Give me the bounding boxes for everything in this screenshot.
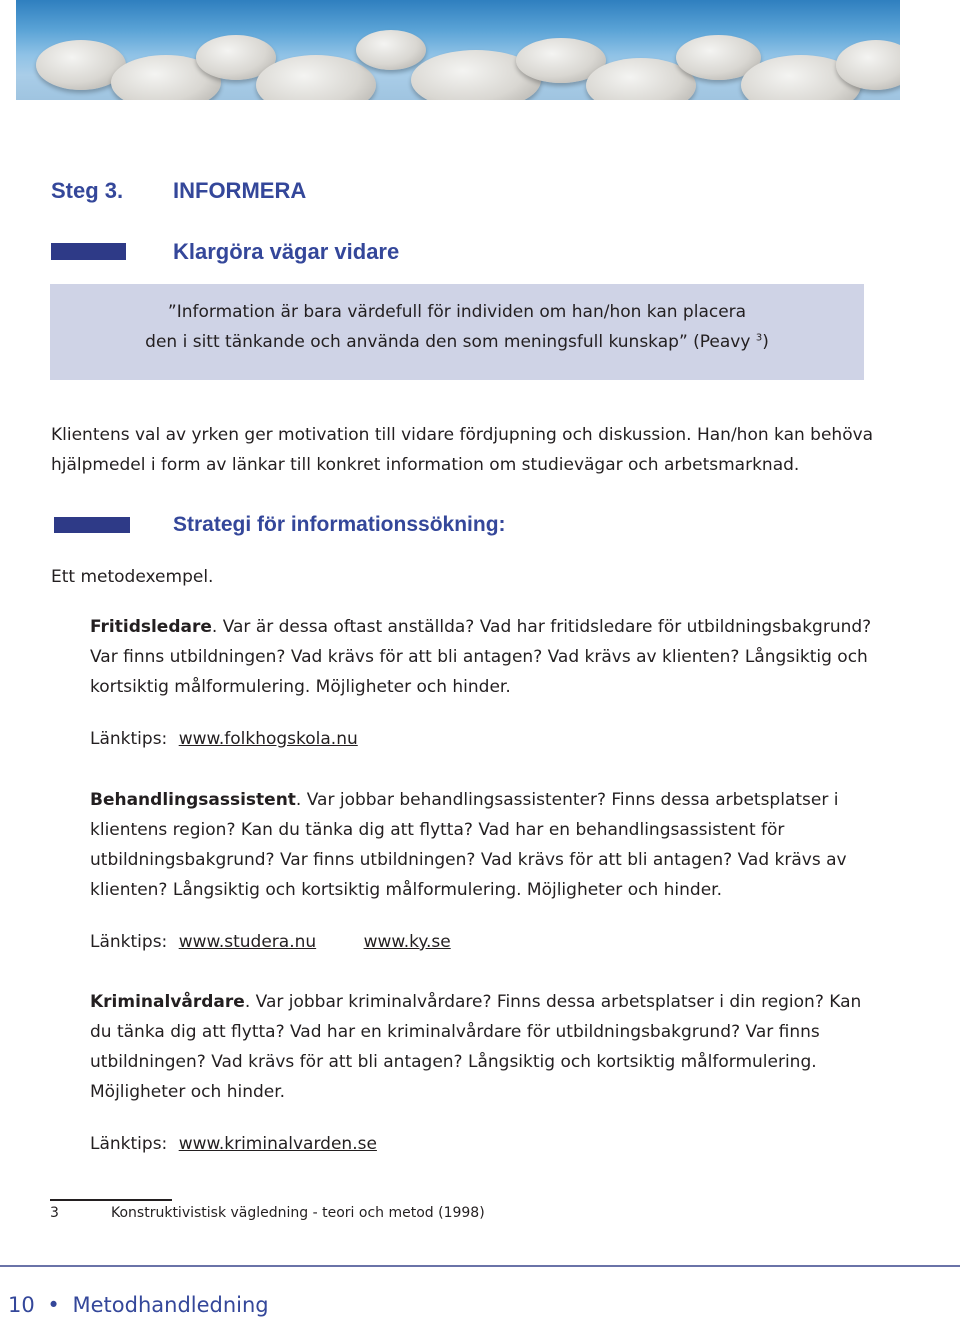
page-title: INFORMERA <box>173 178 307 203</box>
example-line: du tänka dig att flytta? Vad har en kriminalvårdare för utbildningsbakgrund? Var finns <box>90 1022 820 1042</box>
link-tips <box>90 1129 377 1159</box>
intro-paragraph <box>51 420 873 480</box>
link-tips <box>90 927 451 957</box>
example-kriminalvardare <box>90 987 861 1107</box>
section-marker-bar <box>54 517 130 533</box>
header-photo <box>16 0 900 100</box>
example-line: kortsiktig målformulering. Möjligheter och hinder. <box>90 677 511 697</box>
example-line: utbildningsbakgrund? Var finns utbildningen? Vad krävs för att bli antagen? Vad krävs av <box>90 850 847 870</box>
example-fritidsledare <box>90 612 871 702</box>
link-tips <box>90 724 358 754</box>
example-title: Kriminalvårdare <box>90 992 245 1012</box>
page-footer <box>8 1293 269 1317</box>
footnote-number: 3 <box>50 1205 59 1221</box>
footnote-divider <box>50 1199 172 1201</box>
example-title: Behandlingsassistent <box>90 790 296 810</box>
bullet-separator: • <box>47 1293 60 1317</box>
quote-close: ) <box>762 332 769 352</box>
example-line: Fritidsledare. Var är dessa oftast anställda? Vad har fritidsledare för utbildningsbakgrund? <box>90 617 872 637</box>
link-ky[interactable]: www.ky.se <box>363 932 451 952</box>
example-line: Behandlingsassistent. Var jobbar behandlingsassistenter? Finns dessa arbetsplatser i <box>90 790 839 810</box>
publication-title: Metodhandledning <box>72 1293 269 1317</box>
quote-box <box>50 284 864 380</box>
intro-line-2: hjälpmedel i form av länkar till konkret information om studievägar och arbetsmarknad. <box>51 455 800 475</box>
method-subtitle: Ett metodexempel. <box>51 567 214 587</box>
quote-line-1: ”Information är bara värdefull för individen om han/hon kan placera <box>167 302 747 322</box>
quote-line-2 <box>50 332 864 352</box>
example-behandlingsassistent <box>90 785 847 905</box>
example-line: Kriminalvårdare. Var jobbar kriminalvårdare? Finns dessa arbetsplatser i din region? Kan <box>90 992 862 1012</box>
link-tips-label: Länktips: <box>90 932 168 952</box>
link-kriminalvarden[interactable]: www.kriminalvarden.se <box>178 1134 377 1154</box>
intro-line-1: Klientens val av yrken ger motivation till vidare fördjupning och diskussion. Han/hon kan behöva <box>51 425 874 445</box>
link-tips-label: Länktips: <box>90 729 168 749</box>
page-number: 10 <box>8 1293 35 1317</box>
example-line: utbildningen? Vad krävs för att bli antagen? Långsiktig och kortsiktig målformulering. <box>90 1052 817 1072</box>
example-line: Var finns utbildningen? Vad krävs för att bli antagen? Vad krävs av klienten? Långsiktig och <box>90 647 868 667</box>
footnote-text: Konstruktivistisk vägledning - teori och metod (1998) <box>111 1205 485 1221</box>
footnote-ref: 3 <box>755 332 763 344</box>
link-folkhogskola[interactable]: www.folkhogskola.nu <box>178 729 358 749</box>
example-title: Fritidsledare <box>90 617 212 637</box>
example-line: klienten? Långsiktig och kortsiktig målformulering. Möjligheter och hinder. <box>90 880 722 900</box>
quote-line-2-text: den i sitt tänkande och använda den som meningsfull kunskap” (Peavy <box>145 332 756 352</box>
example-line: Möjligheter och hinder. <box>90 1082 286 1102</box>
link-tips-label: Länktips: <box>90 1134 168 1154</box>
example-line: klientens region? Kan du tänka dig att flytta? Vad har en behandlingsassistent för <box>90 820 785 840</box>
footer-divider <box>0 1265 960 1267</box>
section-marker-bar <box>51 243 126 260</box>
step-label: Steg 3. <box>51 178 124 203</box>
strategy-heading: Strategi för informationssökning: <box>173 513 506 536</box>
section-heading: Klargöra vägar vidare <box>173 239 400 264</box>
link-studera[interactable]: www.studera.nu <box>178 932 317 952</box>
